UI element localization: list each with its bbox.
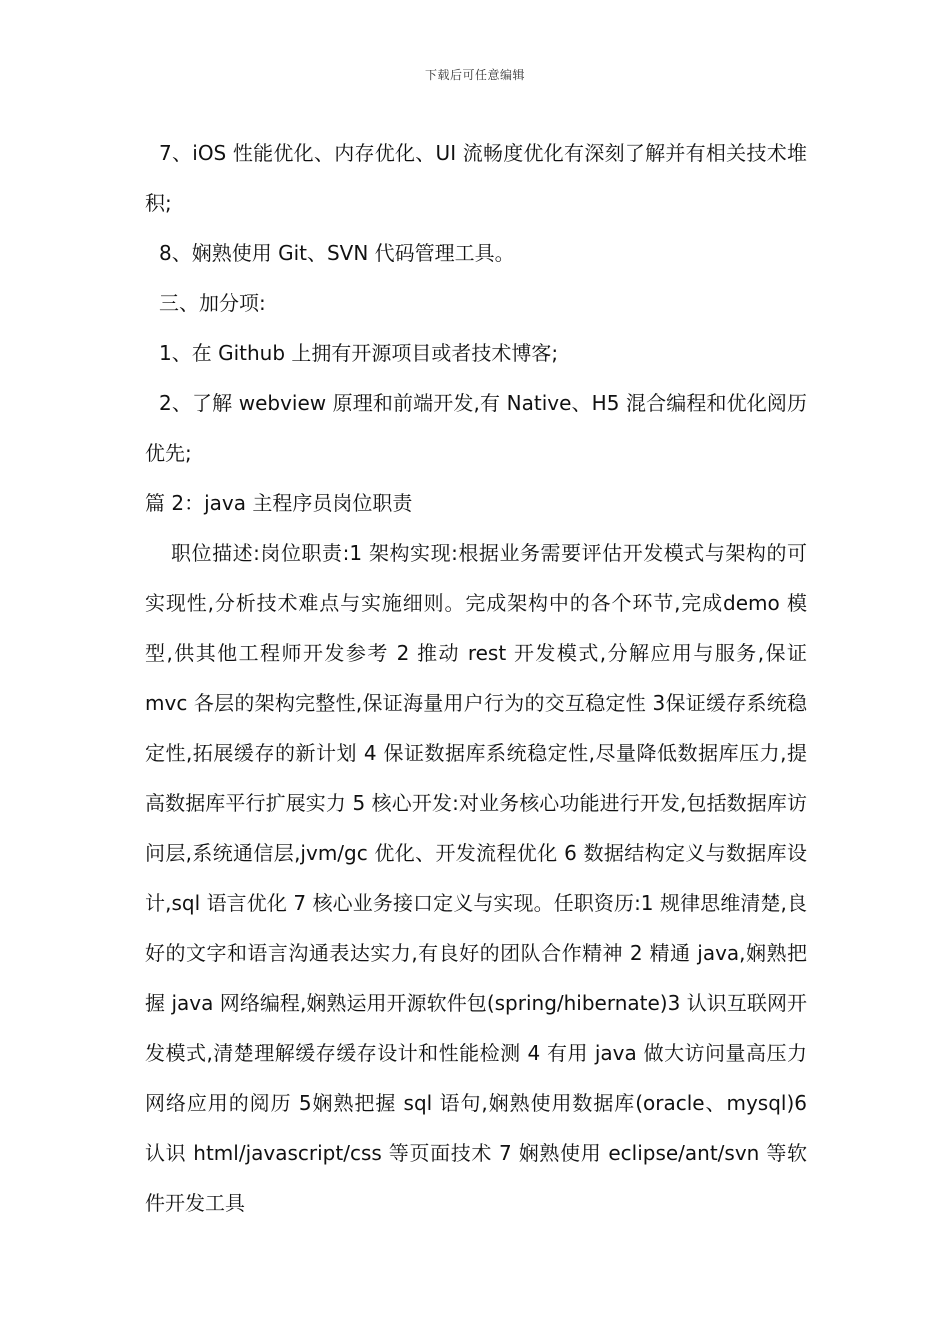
document-body: [145, 128, 807, 1228]
chapter-heading-2: 篇 2：java 主程序员岗位职责: [145, 491, 413, 515]
page-header: 下载后可任意编辑: [424, 68, 525, 82]
paragraph-bonus-2: 2、了解 webview 原理和前端开发,有 Native、H5 混合编程和优化阅历优先;: [145, 391, 807, 465]
paragraph-job-description: 职位描述:岗位职责:1 架构实现:根据业务需要评估开发模式与架构的可实现性,分析技术难点与实施细则。完成架构中的各个环节,完成demo 模型,供其他工程师开发参考 2 推动 rest 开发模式,分解应用与服务,保证 mvc 各层的架构完整性,保证海量用户行为的交互稳定性 3保证缓存系统稳定性,拓展缓存的新计划 4 保证数据库系统稳定性,尽量降低数据库压力,提高数据库平行扩展实力 5 核心开发:对业务核心功能进行开发,包括数据库访问层,系统通信层,jvm/gc 优化、开发流程优化 6 数据结构定义与数据库设计,sql 语言优化 7 核心业务接口定义与实现。任职资历:1 规律思维清楚,良好的文字和语言沟通表达实力,有良好的团队合作精神 2 精通 java,娴熟把握 java 网络编程,娴熟运用开源软件包(spring/hibernate)3 认识互联网开发模式,清楚理解缓存缓存设计和性能检测 4 有用 java 做大访问量高压力网络应用的阅历 5娴熟把握 sql 语句,娴熟使用数据库(oracle、mysql)6 认识 html/javascript/css 等页面技术 7 娴熟使用 eclipse/ant/svn 等软件开发工具: [145, 541, 807, 1215]
section-heading-bonus: 三、加分项:: [159, 291, 266, 315]
paragraph-item-7: 7、iOS 性能优化、内存优化、UI 流畅度优化有深刻了解并有相关技术堆积;: [145, 141, 807, 215]
paragraph-item-8: 8、娴熟使用 Git、SVN 代码管理工具。: [159, 241, 515, 265]
paragraph-bonus-1: 1、在 Github 上拥有开源项目或者技术博客;: [159, 341, 559, 365]
